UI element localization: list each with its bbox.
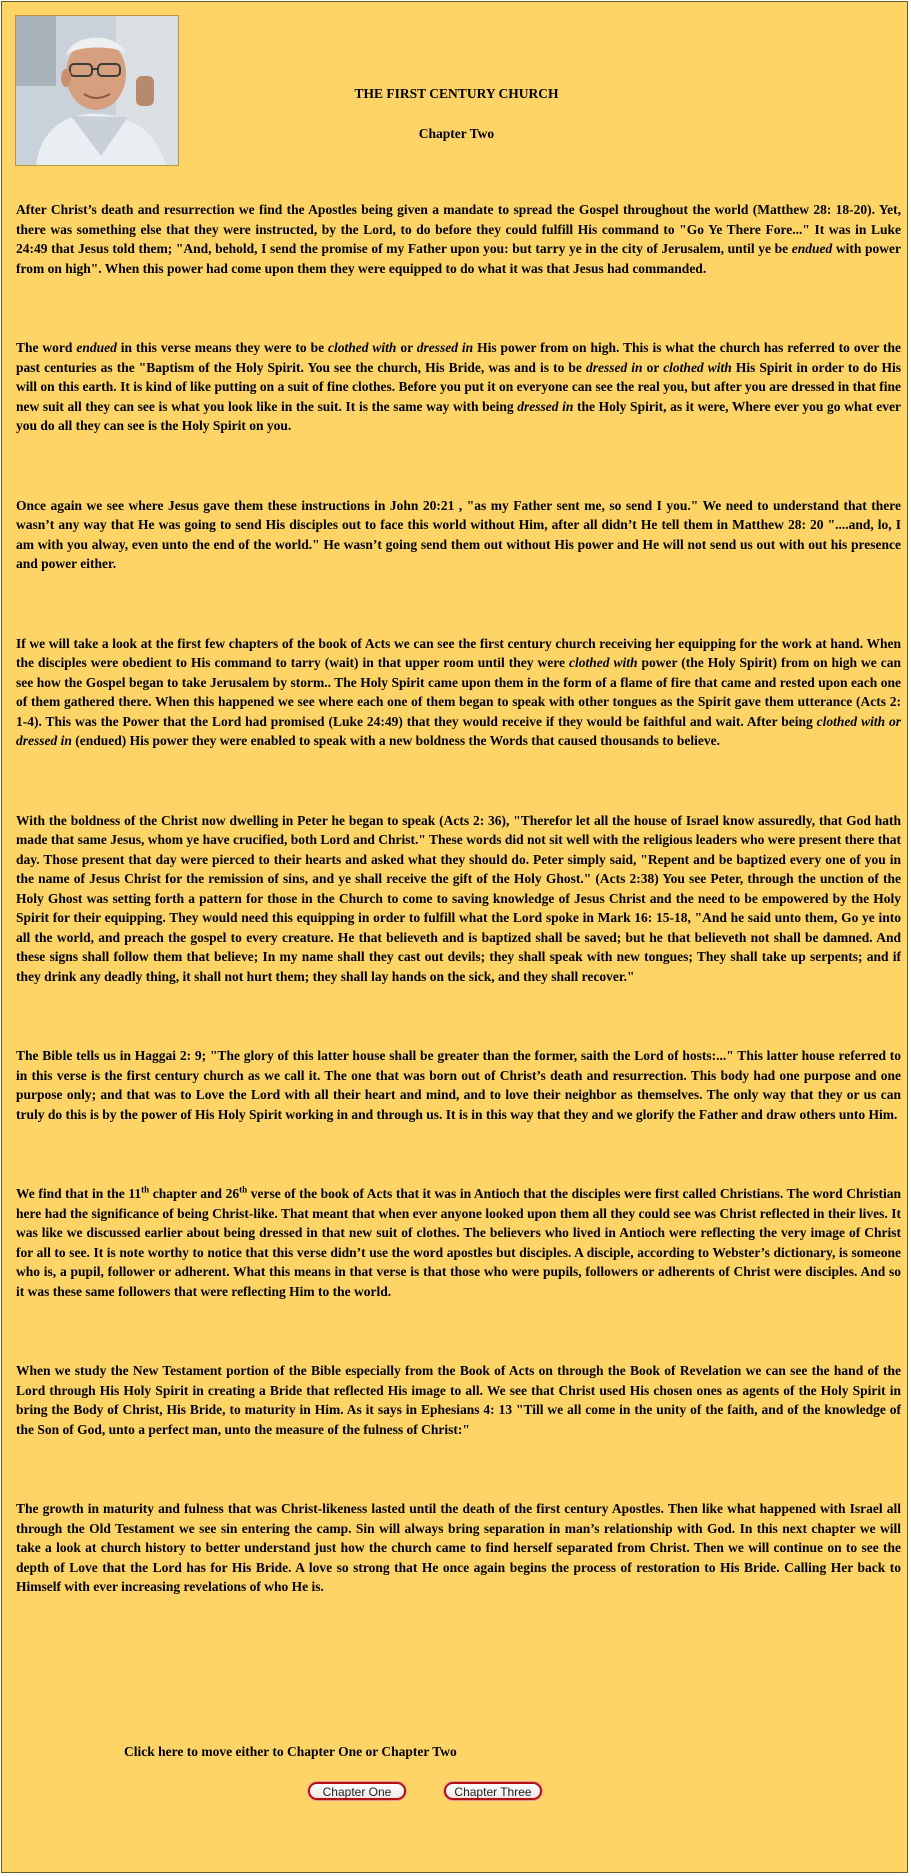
paragraph-text: in this verse means they were to be [116, 340, 328, 355]
paragraph-text: or [396, 340, 417, 355]
paragraph-text: with power from on high". When this power had come upon them they were equipped to do what it was that Jesus had commanded. [16, 241, 901, 276]
paragraph-text: chapter and 26 [149, 1186, 240, 1201]
paragraph [16, 1499, 901, 1597]
emphasis-text: clothed with [568, 655, 638, 670]
ordinal-suffix: th [141, 1184, 150, 1195]
author-photo-image [16, 16, 178, 165]
paragraph [16, 200, 901, 278]
paragraph-text: Once again we see where Jesus gave them these instructions in John 20:21 , "as my Father sent me, so send I you." We need to understand that there wasn’t any way that He was going to send His disciples out to face this world without Him, after all didn’t He tell them in Matthew 28: 20 "....and, lo, I am with you alway, even unto the end of the world." He wasn’t going send them out without His power and He will not send us out with out his presence and power either. [16, 497, 901, 571]
paragraph [16, 811, 901, 987]
paragraph-text: the Holy Spirit, as it were, Where ever you go what ever you do all they can see is the Holy Spirit on you. [16, 398, 901, 433]
paragraph-text: With the boldness of the Christ now dwelling in Peter he began to speak (Acts 2: 36), "Therefor let all the house of Israel know assuredly, that God hath made that same Jesus, whom ye have crucified, both Lord and Christ." These words did not sit well with the religious leaders who were present there that day. Those present that day were pierced to their hearts and asked what they should do. Peter simply said, "Repent and be baptized every one of you in the name of Jesus Christ for the remission of sins, and ye shall receive the gift of the Holy Ghost." (Acts 2:38) You see Peter, through the unction of the Holy Ghost was setting forth a pattern for those in the Church to come to saving knowledge of Jesus Christ and the need to be empowered by the Holy Spirit for their equipping. They would need this equipping in order to fulfill what the Lord spoke in Mark 16: 15-18, "And he said unto them, Go ye into all the world, and preach the gospel to every creature. He that believeth and is baptized shall be saved; but he that believeth not shall be damned. And these signs shall follow them that believe; In my name shall they cast out devils; they shall speak with new tongues; They shall take up serpents; and if they drink any deadly thing, it shall not hurt them; they shall lay hands on the sick, and they shall recover." [16, 812, 901, 984]
paragraph-text: The word [16, 340, 77, 355]
paragraph-text: verse of the book of Acts that it was in Antioch that the disciples were first called Christians. The word Christian here had the significance of being Christ-like. That meant that when ever anyone looked upon them all they could see was Christ reflected in their lives. It was like we discussed earlier about being dressed in that new suit of clothes. The believers who lived in Antioch were reflecting the very image of Christ for all to see. It is note worthy to notice that this verse didn’t use the word apostles but disciples. A disciple, according to Webster’s dictionary, is someone who is, a pupil, follower or adherent. What this means in that verse is that those who were pupils, followers or adherents of Christ were disciples. And so it was these same followers that were reflecting Him to the world. [16, 1186, 901, 1299]
navigation-instruction: Click here to move either to Chapter One or Chapter Two [124, 1744, 457, 1759]
paragraph-text: After Christ’s death and resurrection we find the Apostles being given a mandate to spread the Gospel throughout the world (Matthew 28: 18-20). Yet, there was something else that they were instructed, by the Lord, to do before they could fulfill His command to "Go Ye There Fore..." It was in Luke 24:49 that Jesus told them; "And, behold, I send the promise of my Father upon you: but tarry ye in the city of Jerusalem, until ye be [16, 202, 901, 256]
emphasis-text: endued [76, 340, 117, 355]
paragraph-text: (endued) His power they were enabled to speak with a new boldness the Words that caused thousands to believe. [71, 733, 720, 748]
paragraph-text: When we study the New Testament portion of the Bible especially from the Book of Acts on through the Book of Revelation we can see the hand of the Lord through His Holy Spirit in creating a Bride that reflected His image to all. We see that Christ used His chosen ones as agents of the Holy Spirit in bring the Body of Christ, His Bride, to maturity in Him. As it says in Ephesians 4: 13 "Till we all come in the unity of the faith, and of the knowledge of the Son of God, unto a perfect man, unto the measure of the fulness of Christ:" [16, 1363, 901, 1437]
paragraph [16, 1184, 901, 1301]
paragraph-text: The Bible tells us in Haggai 2: 9; "The glory of this latter house shall be greater than the former, saith the Lord of hosts:..." This latter house referred to in this verse is the first century church as we call it. The one that was born out of Christ’s death and resurrection. This body had one purpose and one purpose only; and that was to Love the Lord with all their heart and mind, and to love their neighbor as themselves. The only way that they or us can truly do this is by the power of His Holy Spirit working in and through us. It is in this way that they and we glorify the Father and draw others unto Him. [16, 1048, 901, 1122]
chapter-three-button[interactable]: Chapter Three [444, 1782, 542, 1800]
paragraph-text: If we will take a look at the first few chapters of the book of Acts we can see the first century church receiving her equipping for the work at hand. When the disciples were obedient to His command to tarry (wait) in that upper room until they were [16, 635, 901, 670]
paragraph-text: The growth in maturity and fulness that was Christ-likeness lasted until the death of the first century Apostles. Then like what happened with Israel all through the Old Testament we see sin entering the camp. Sin will always bring separation in man’s relationship with God. In this next chapter we will take a look at church history to better understand just how the church came to find herself separated from Christ. Then we will continue on to see the depth of Love that the Lord has for His Bride. A love so strong that He once again begins the process of restoration to His Bride. Calling Her back to Himself with ever increasing revelations of who He is. [16, 1501, 901, 1594]
emphasis-text: dressed in [517, 398, 574, 414]
paragraph [16, 338, 901, 436]
emphasis-text: clothed with or dressed in [16, 713, 901, 748]
emphasis-text: endued [791, 241, 833, 256]
paragraph-text: His Spirit in order to do His will on this earth. It is kind of like putting on a suit of fine clothes. Before you put it on everyone can see the real you, but after you are dressed in that fine new suit all they can see is what you look like in the suit. It is the same way with being [16, 359, 901, 414]
emphasis-text: clothed with [328, 340, 397, 355]
author-photo [15, 15, 179, 166]
paragraph [16, 496, 901, 574]
emphasis-text: dressed in [416, 340, 474, 355]
emphasis-text: dressed in [585, 359, 643, 375]
paragraph-text: We find that in the 11 [16, 1186, 142, 1201]
paragraph-text: or [642, 359, 664, 375]
page-panel [1, 1, 908, 1873]
paragraph [16, 1361, 901, 1439]
chapter-body [16, 200, 901, 1597]
emphasis-text: clothed with [663, 359, 732, 375]
paragraph-text: power (the Holy Spirit) from on high we can see how the Gospel began to take Jerusalem by storm.. The Holy Spirit came upon them in the form of a flame of fire that came and rested upon each one of them gathered there. When this happened we see where each one of them began to speak with other tongues as the Spirit gave them utterance (Acts 2: 1-4). This was the Power that the Lord had promised (Luke 24:49) that they would receive if they would be faithful and wait. After being [16, 655, 901, 729]
paragraph-text: His power from on high. This is what the church has referred to over the past centuries as the "Baptism of the Holy Spirit. You see the church, His Bride, was and is to be [16, 340, 901, 375]
chapter-subtitle: Chapter Two [418, 126, 495, 141]
chapter-one-button[interactable]: Chapter One [308, 1782, 406, 1800]
paragraph [16, 1046, 901, 1124]
ordinal-suffix: th [239, 1184, 248, 1195]
paragraph [16, 634, 901, 751]
page-title: THE FIRST CENTURY CHURCH [354, 86, 559, 101]
